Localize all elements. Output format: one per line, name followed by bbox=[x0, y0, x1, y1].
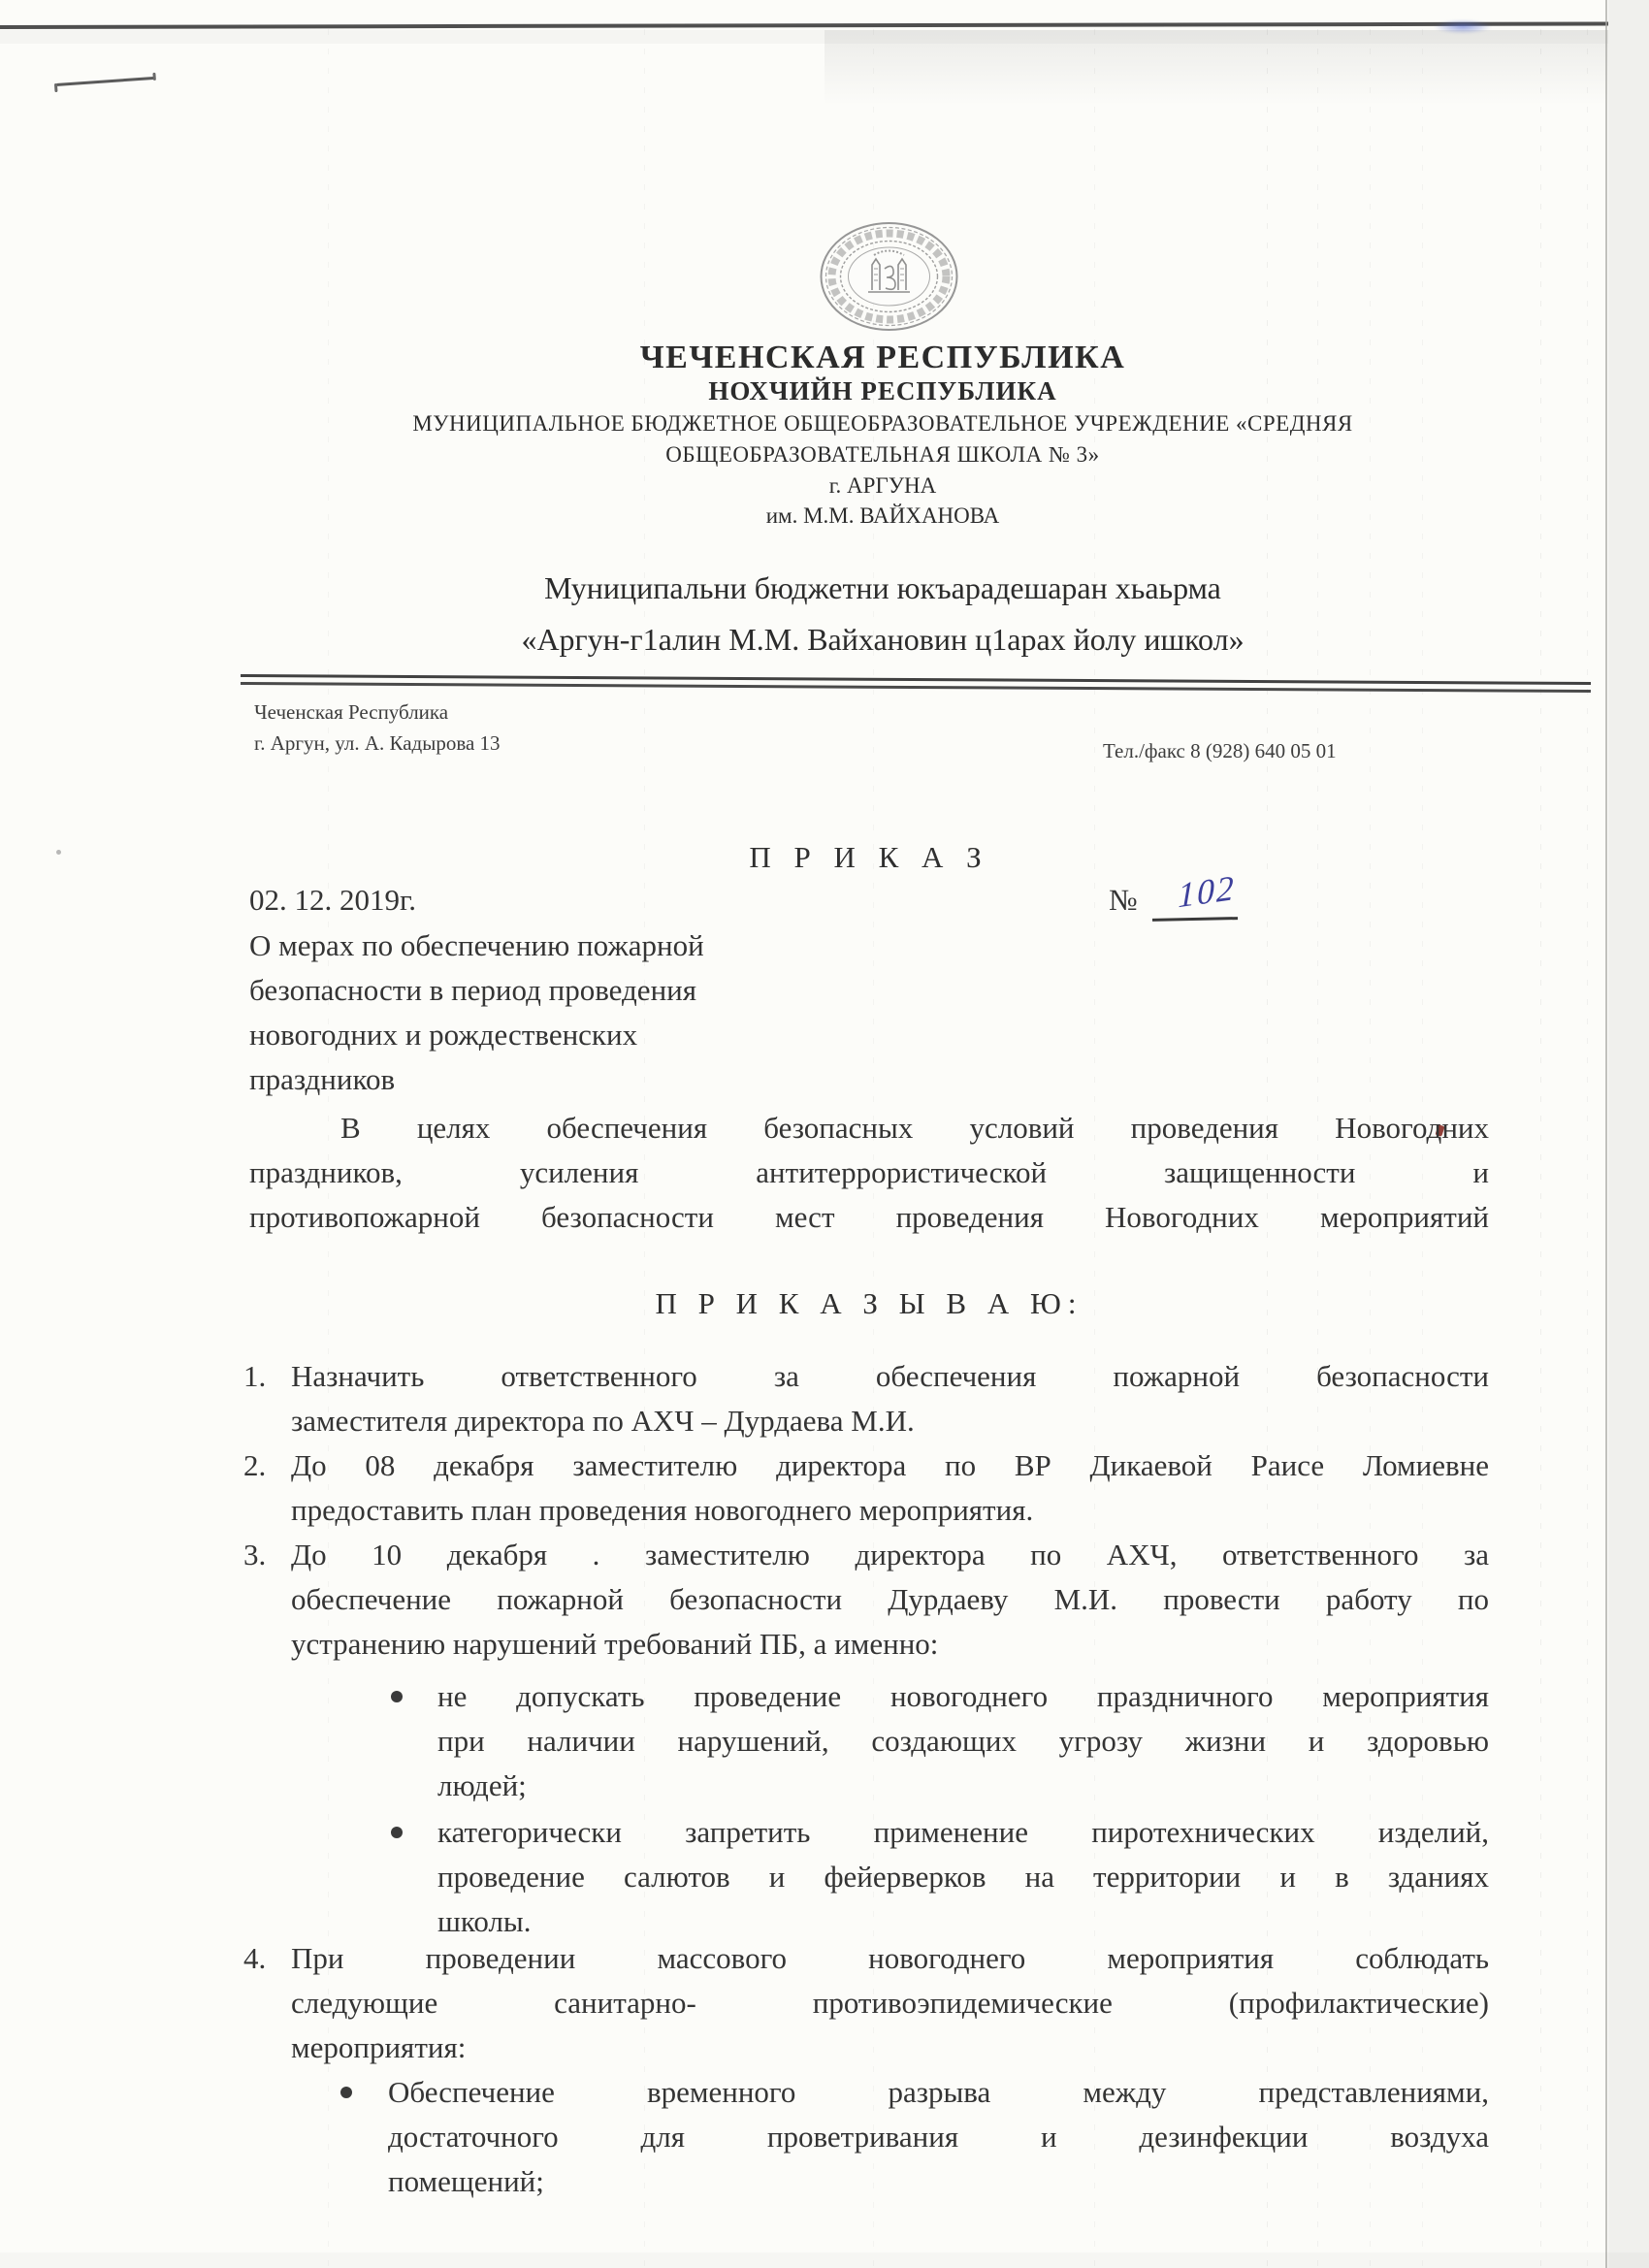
bullet-text-line: Обеспечение временного разрыва между представлениями, bbox=[388, 2075, 1489, 2109]
item-text-line: заместителя директора по АХЧ – Дурдаева М.И. bbox=[291, 1404, 915, 1438]
scan-top-edge bbox=[0, 21, 1649, 29]
bullet-item bbox=[391, 1810, 1489, 1944]
order-subject bbox=[249, 923, 1122, 1102]
item-text-line: До 10 декабря . заместителю директора по АХЧ, ответственного за bbox=[291, 1538, 1489, 1571]
item-text-line: предоставить план проведения новогоднего мероприятия. bbox=[291, 1493, 1034, 1527]
bullet-text-line: школы. bbox=[437, 1904, 532, 1938]
bullet-text-line: людей; bbox=[437, 1768, 527, 1802]
order-item-1 bbox=[243, 1354, 1489, 1443]
bullet-item bbox=[340, 2070, 1489, 2204]
bullet-text-line: помещений; bbox=[388, 2164, 544, 2198]
subject-line: новогодних и рождественских bbox=[249, 1018, 638, 1052]
directive-heading: П Р И К А З Ы В А Ю: bbox=[655, 1286, 1083, 1320]
item-number: 3. bbox=[243, 1538, 267, 1571]
item-text-line: мероприятия: bbox=[291, 2030, 467, 2064]
preamble-line: противопожарной безопасности мест проведения Новогодних мероприятий bbox=[249, 1200, 1489, 1234]
bullet-text-line: при наличии нарушений, создающих угрозу жизни и здоровью bbox=[437, 1724, 1489, 1758]
bullet-text-line: категорически запретить применение пиротехнических изделий, bbox=[437, 1815, 1489, 1849]
header-divider bbox=[241, 674, 1591, 693]
item-number: 2. bbox=[243, 1448, 267, 1482]
header-subtitle-che-line2: «Аргун-г1алин М.М. Вайхановин ц1арах йолу ишкол» bbox=[521, 622, 1245, 657]
header-republic-ru: ЧЕЧЕНСКАЯ РЕСПУБЛИКА bbox=[639, 340, 1126, 375]
order-date: 02. 12. 2019г. bbox=[249, 883, 416, 917]
subject-line: О мерах по обеспечению пожарной bbox=[249, 928, 704, 962]
header-city: г. АРГУНА bbox=[828, 473, 937, 498]
order-item-2 bbox=[243, 1443, 1489, 1533]
item-text-line: устранению нарушений требований ПБ, а именно: bbox=[291, 1627, 939, 1661]
bullet-marker-icon bbox=[340, 2087, 352, 2098]
preamble-line: В целях обеспечения безопасных условий проведения Новогодних bbox=[340, 1111, 1489, 1145]
header-institution-line2: ОБЩЕОБРАЗОВАТЕЛЬНАЯ ШКОЛА № 3» bbox=[665, 442, 1100, 467]
item-text-line: При проведении массового новогоднего мероприятия соблюдать bbox=[291, 1941, 1489, 1975]
bullet-text-line: не допускать проведение новогоднего праздничного мероприятия bbox=[437, 1679, 1489, 1713]
bullet-item bbox=[391, 1674, 1489, 1808]
bullet-text-line: достаточного для проветривания и дезинфекции воздуха bbox=[388, 2120, 1489, 2154]
item-text-line: Назначить ответственного за обеспечения пожарной безопасности bbox=[291, 1359, 1489, 1393]
item-number: 4. bbox=[243, 1941, 267, 1975]
order-item-3 bbox=[243, 1533, 1489, 1667]
subject-line: безопасности в период проведения bbox=[249, 973, 697, 1007]
contact-address: г. Аргун, ул. А. Кадырова 13 bbox=[254, 731, 501, 755]
staple-mark bbox=[56, 77, 155, 86]
order-title: П Р И К А З bbox=[749, 840, 989, 874]
bullet-marker-icon bbox=[391, 1691, 403, 1702]
item-text-line: До 08 декабря заместителю директора по ВР Дикаевой Раисе Ломиевне bbox=[291, 1448, 1489, 1482]
scan-shadow-right bbox=[824, 30, 1608, 106]
subject-line: праздников bbox=[249, 1062, 396, 1096]
order-item-4 bbox=[243, 1936, 1489, 2070]
header-named-after: им. М.М. ВАЙХАНОВА bbox=[765, 503, 1000, 528]
item-number: 1. bbox=[243, 1359, 267, 1393]
item-text-line: обеспечение пожарной безопасности Дурдаеву М.И. провести работу по bbox=[291, 1582, 1489, 1616]
order-number-underline bbox=[1152, 917, 1238, 922]
chechen-republic-emblem-icon bbox=[818, 220, 960, 333]
item-text-line: следующие санитарно- противоэпидемические (профилактические) bbox=[291, 1986, 1489, 2020]
contact-region: Чеченская Республика bbox=[254, 700, 449, 724]
dot-speck bbox=[56, 850, 61, 855]
scan-bottom-shadow bbox=[0, 2252, 1649, 2268]
header-republic-che: НОХЧИЙН РЕСПУБЛИКА bbox=[708, 376, 1057, 405]
handwritten-order-number: 102 bbox=[1178, 867, 1236, 916]
contact-phone: Тел./факс 8 (928) 640 05 01 bbox=[1103, 739, 1337, 762]
order-number-label: № bbox=[1109, 883, 1138, 917]
order-preamble bbox=[249, 1106, 1489, 1240]
bullet-text-line: проведение салютов и фейерверков на территории и в зданиях bbox=[437, 1860, 1489, 1894]
header-institution-line1: МУНИЦИПАЛЬНОЕ БЮДЖЕТНОЕ ОБЩЕОБРАЗОВАТЕЛЬНОЕ УЧРЕЖДЕНИЕ «СРЕДНЯЯ bbox=[412, 411, 1353, 436]
preamble-line: праздников, усиления антитеррористической защищенности и bbox=[249, 1155, 1489, 1189]
header-subtitle-che-line1: Муниципальни бюджетни юкъарадешаран хьаьрма bbox=[544, 570, 1221, 605]
blue-ink-smudge bbox=[1434, 19, 1492, 34]
bullet-marker-icon bbox=[391, 1827, 403, 1838]
